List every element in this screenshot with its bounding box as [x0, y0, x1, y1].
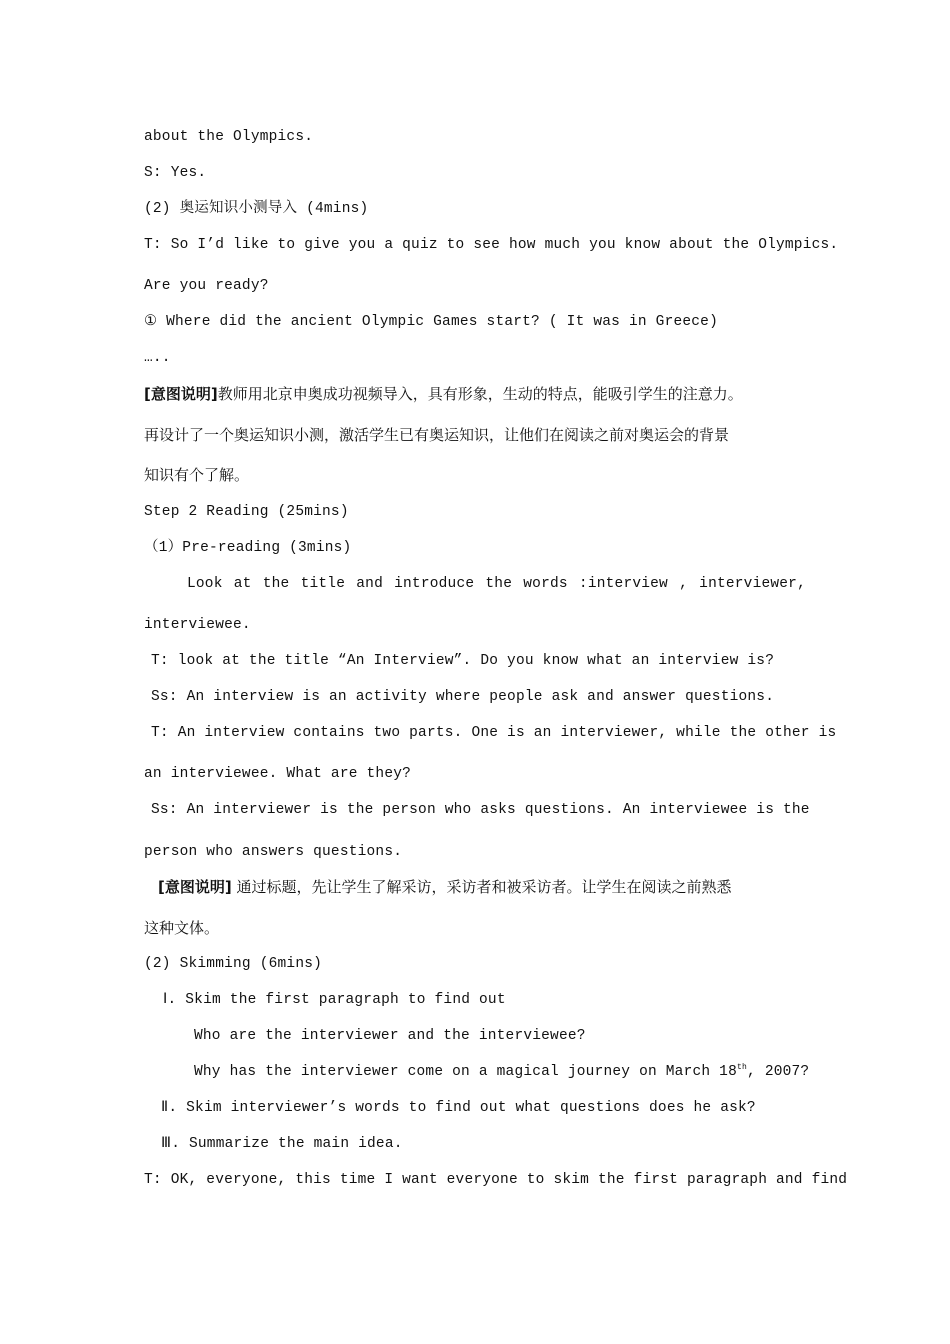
intent-note-line: 知识有个了解。 [144, 466, 250, 484]
ellipsis: ….. [144, 350, 171, 366]
paragraph-line: S: Yes. [144, 165, 207, 181]
task-item: Ⅰ. Skim the first paragraph to find out [163, 992, 506, 1008]
paragraph-line: T: So I’d like to give you a quiz to see how much you know about the Olympics. [144, 237, 839, 253]
intent-note-line [144, 384, 743, 404]
dialogue-line: Ss: An interviewer is the person who asks questions. An interviewee is the [151, 802, 810, 818]
dialogue-line: T: look at the title “An Interview”. Do you know what an interview is? [151, 653, 775, 669]
dialogue-line: Ss: An interview is an activity where people ask and answer questions. [151, 689, 775, 705]
paragraph-line: Are you ready? [144, 278, 269, 294]
task-subitem: Why has the interviewer come on a magical journey on March 18th, 2007? [194, 1063, 810, 1080]
intent-note-text: 通过标题，先让学生了解采访，采访者和被采访者。让学生在阅读之前熟悉 [231, 878, 732, 896]
step-heading: Step 2 Reading (25mins) [144, 504, 349, 520]
intent-note-line [158, 877, 732, 897]
task-item: Ⅲ. Summarize the main idea. [161, 1136, 403, 1152]
intent-note-tag: [意图说明] [144, 385, 218, 403]
task-item: Ⅱ. Skim interviewer’s words to find out what questions does he ask? [161, 1100, 756, 1116]
section-heading: (2) 奥运知识小测导入 (4mins) [144, 201, 369, 217]
section-heading: （1）Pre-reading (3mins) [144, 540, 352, 556]
paragraph-line: interviewee. [144, 617, 251, 633]
intent-note-line: 再设计了一个奥运知识小测，激活学生已有奥运知识，让他们在阅读之前对奥运会的背景 [144, 426, 730, 444]
quiz-question: ① Where did the ancient Olympic Games start? ( It was in Greece) [144, 314, 718, 330]
dialogue-line: T: OK, everyone, this time I want everyone to skim the first paragraph and find [144, 1172, 848, 1188]
dialogue-line: T: An interview contains two parts. One is an interviewer, while the other is [151, 725, 837, 741]
section-heading: (2) Skimming (6mins) [144, 956, 323, 972]
paragraph-line: Look at the title and introduce the words :interview , interviewer, [187, 576, 806, 592]
intent-note-text: 教师用北京申奥成功视频导入，具有形象，生动的特点，能吸引学生的注意力。 [217, 385, 743, 403]
dialogue-line: person who answers questions. [144, 844, 403, 860]
paragraph-line: about the Olympics. [144, 129, 314, 145]
intent-note-tag: [意图说明] [158, 878, 232, 896]
task-subitem: Who are the interviewer and the interviewee? [194, 1028, 586, 1044]
dialogue-line: an interviewee. What are they? [144, 766, 412, 782]
ordinal-suffix: th [737, 1063, 748, 1073]
intent-note-line: 这种文体。 [144, 919, 220, 937]
